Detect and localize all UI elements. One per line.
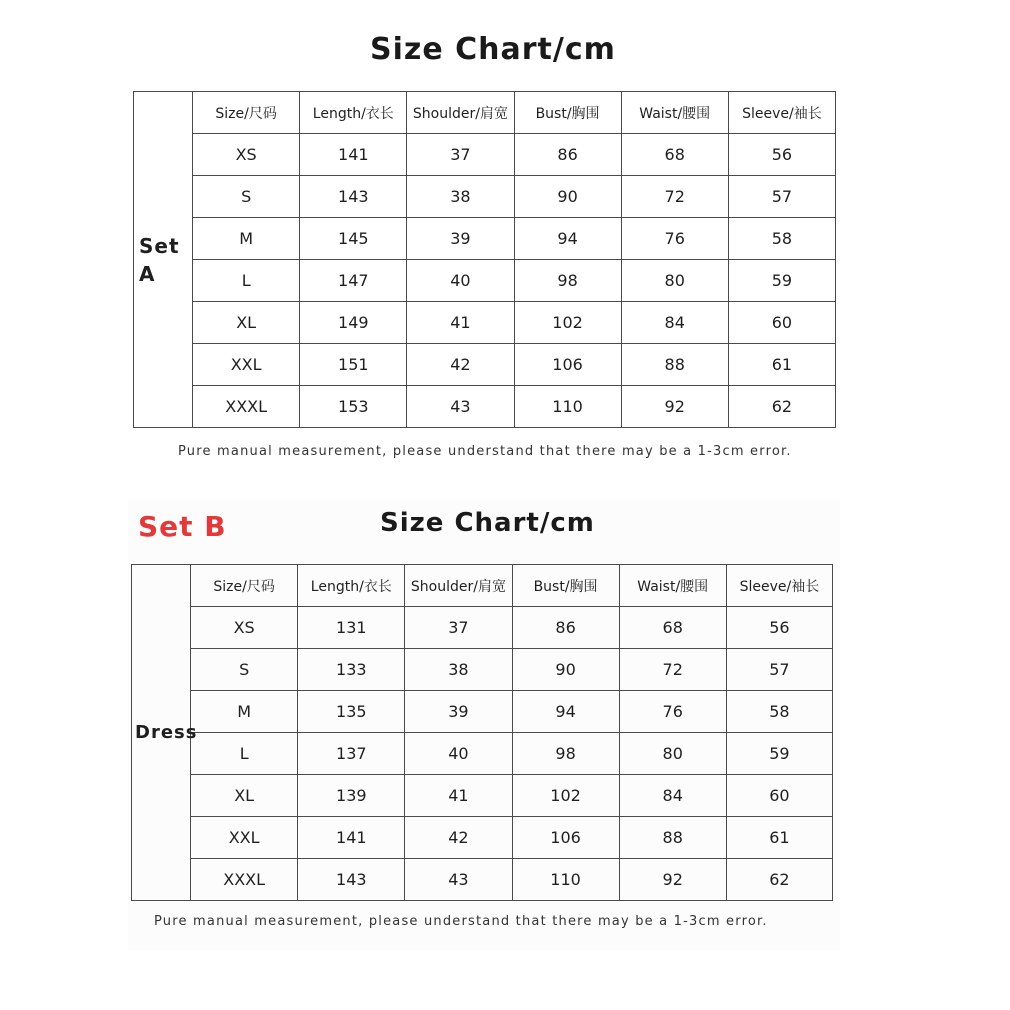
cell-bust: 90 [514, 176, 621, 218]
column-header-shoulder: Shoulder/肩宽 [405, 565, 512, 607]
cell-sleeve: 59 [726, 733, 832, 775]
cell-waist: 88 [621, 344, 728, 386]
cell-shoulder: 38 [405, 649, 512, 691]
column-header-waist: Waist/腰围 [619, 565, 726, 607]
column-header-shoulder: Shoulder/肩宽 [407, 92, 514, 134]
cell-size: L [193, 260, 300, 302]
cell-shoulder: 42 [405, 817, 512, 859]
cell-bust: 106 [514, 344, 621, 386]
cell-sleeve: 56 [726, 607, 832, 649]
set-a-title: Size Chart/cm [370, 32, 616, 67]
cell-bust: 98 [514, 260, 621, 302]
cell-waist: 80 [619, 733, 726, 775]
cell-sleeve: 57 [728, 176, 835, 218]
cell-sleeve: 61 [728, 344, 835, 386]
set-b-group-label: Dress [132, 565, 191, 901]
column-header-size: Size/尺码 [191, 565, 298, 607]
cell-length: 139 [298, 775, 405, 817]
cell-length: 143 [298, 859, 405, 901]
column-header-length: Length/衣长 [300, 92, 407, 134]
set-b-title: Size Chart/cm [380, 508, 595, 538]
cell-length: 153 [300, 386, 407, 428]
table-header-row [134, 92, 836, 134]
cell-bust: 106 [512, 817, 619, 859]
cell-waist: 84 [621, 302, 728, 344]
table-row [134, 386, 836, 428]
cell-shoulder: 41 [405, 775, 512, 817]
cell-waist: 84 [619, 775, 726, 817]
cell-sleeve: 60 [726, 775, 832, 817]
table-row [134, 176, 836, 218]
cell-bust: 90 [512, 649, 619, 691]
cell-length: 137 [298, 733, 405, 775]
table-row [134, 260, 836, 302]
cell-length: 131 [298, 607, 405, 649]
table-row [132, 775, 833, 817]
table-row [134, 218, 836, 260]
cell-bust: 86 [514, 134, 621, 176]
cell-bust: 98 [512, 733, 619, 775]
cell-waist: 68 [619, 607, 726, 649]
column-header-waist: Waist/腰围 [621, 92, 728, 134]
cell-size: XXXL [191, 859, 298, 901]
table-row [132, 649, 833, 691]
cell-waist: 92 [619, 859, 726, 901]
set-b-measurement-note: Pure manual measurement, please understand that there may be a 1-3cm error. [154, 914, 768, 929]
cell-bust: 94 [512, 691, 619, 733]
cell-bust: 110 [514, 386, 621, 428]
cell-bust: 94 [514, 218, 621, 260]
cell-waist: 72 [619, 649, 726, 691]
column-header-sleeve: Sleeve/袖长 [728, 92, 835, 134]
cell-shoulder: 43 [407, 386, 514, 428]
cell-size: XL [193, 302, 300, 344]
cell-sleeve: 62 [726, 859, 832, 901]
set-a-measurement-note: Pure manual measurement, please understand that there may be a 1-3cm error. [178, 444, 792, 459]
cell-sleeve: 59 [728, 260, 835, 302]
table-row [134, 134, 836, 176]
cell-sleeve: 62 [728, 386, 835, 428]
cell-waist: 72 [621, 176, 728, 218]
cell-bust: 102 [512, 775, 619, 817]
table-row [134, 344, 836, 386]
cell-size: XXL [193, 344, 300, 386]
column-header-length: Length/衣长 [298, 565, 405, 607]
cell-waist: 76 [619, 691, 726, 733]
set-b-label: Set B [138, 510, 227, 543]
cell-waist: 76 [621, 218, 728, 260]
cell-shoulder: 40 [405, 733, 512, 775]
cell-waist: 68 [621, 134, 728, 176]
table-row [132, 817, 833, 859]
cell-sleeve: 60 [728, 302, 835, 344]
cell-waist: 92 [621, 386, 728, 428]
cell-shoulder: 40 [407, 260, 514, 302]
cell-sleeve: 57 [726, 649, 832, 691]
cell-size: M [191, 691, 298, 733]
cell-bust: 102 [514, 302, 621, 344]
cell-shoulder: 37 [405, 607, 512, 649]
cell-size: XXXL [193, 386, 300, 428]
cell-length: 151 [300, 344, 407, 386]
cell-length: 141 [300, 134, 407, 176]
column-header-bust: Bust/胸围 [512, 565, 619, 607]
cell-waist: 88 [619, 817, 726, 859]
column-header-bust: Bust/胸围 [514, 92, 621, 134]
cell-shoulder: 43 [405, 859, 512, 901]
cell-size: L [191, 733, 298, 775]
cell-waist: 80 [621, 260, 728, 302]
cell-shoulder: 37 [407, 134, 514, 176]
cell-sleeve: 61 [726, 817, 832, 859]
cell-shoulder: 41 [407, 302, 514, 344]
column-header-sleeve: Sleeve/袖长 [726, 565, 832, 607]
table-row [132, 691, 833, 733]
cell-length: 145 [300, 218, 407, 260]
table-row [132, 859, 833, 901]
cell-shoulder: 39 [405, 691, 512, 733]
table-row [134, 302, 836, 344]
table-header-row [132, 565, 833, 607]
cell-size: XS [191, 607, 298, 649]
cell-length: 141 [298, 817, 405, 859]
cell-length: 135 [298, 691, 405, 733]
cell-size: S [193, 176, 300, 218]
set-a-group-label [134, 92, 193, 428]
cell-bust: 110 [512, 859, 619, 901]
cell-size: XXL [191, 817, 298, 859]
set-a-size-table [133, 91, 836, 428]
cell-length: 133 [298, 649, 405, 691]
cell-bust: 86 [512, 607, 619, 649]
table-row [132, 607, 833, 649]
cell-length: 149 [300, 302, 407, 344]
cell-size: M [193, 218, 300, 260]
cell-length: 143 [300, 176, 407, 218]
cell-size: XS [193, 134, 300, 176]
cell-size: XL [191, 775, 298, 817]
cell-shoulder: 42 [407, 344, 514, 386]
cell-sleeve: 58 [726, 691, 832, 733]
group-label-line: Set [139, 233, 180, 258]
table-row [132, 733, 833, 775]
cell-sleeve: 56 [728, 134, 835, 176]
cell-sleeve: 58 [728, 218, 835, 260]
cell-shoulder: 38 [407, 176, 514, 218]
column-header-size: Size/尺码 [193, 92, 300, 134]
cell-size: S [191, 649, 298, 691]
cell-shoulder: 39 [407, 218, 514, 260]
group-label-line: A [139, 261, 156, 286]
set-b-size-table [131, 564, 833, 901]
cell-length: 147 [300, 260, 407, 302]
